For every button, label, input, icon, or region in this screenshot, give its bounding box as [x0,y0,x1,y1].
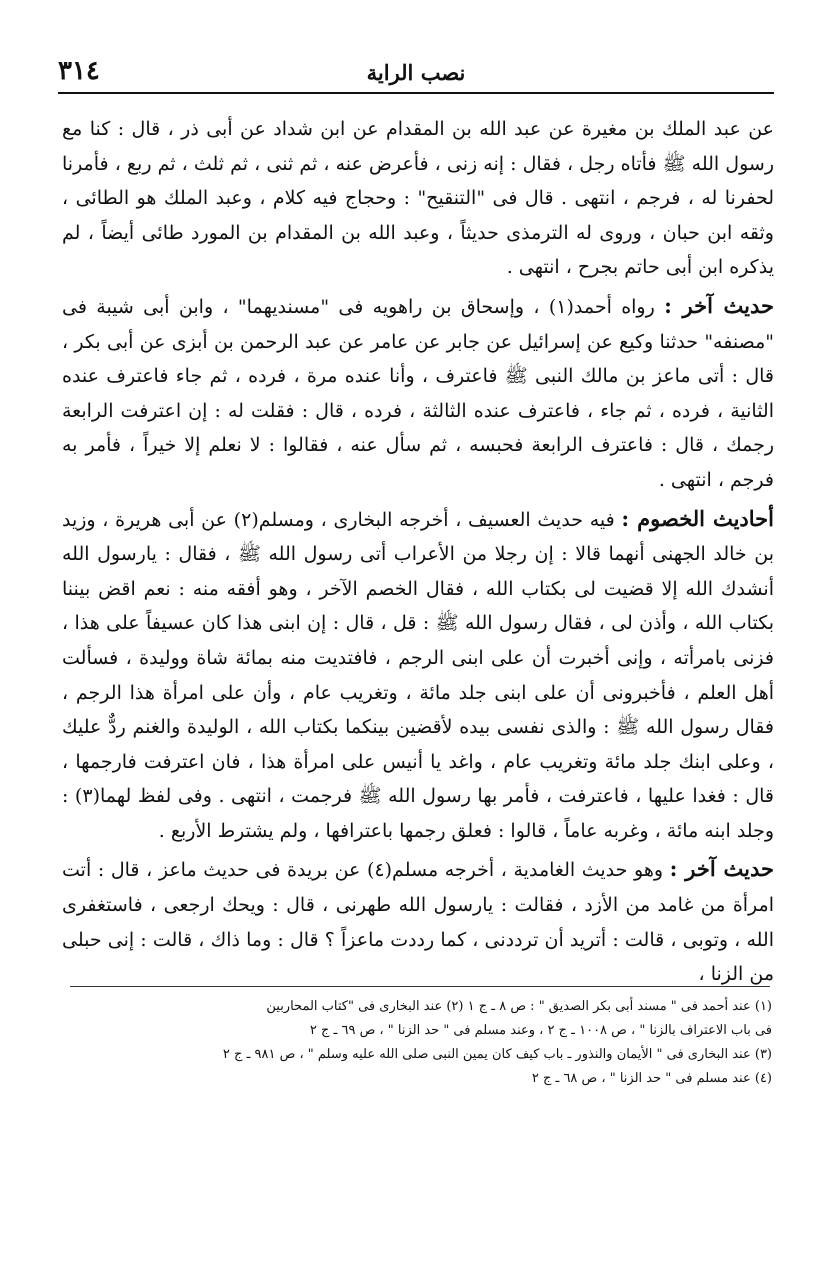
paragraph-text: وهو حديث الغامدية ، أخرجه مسلم(٤) عن بريدة فى حديث ماعز ، قال : أتت امرأة من غامد من الأزد ، فقالت : يارسول الله طهرنى ، قال : ويحك ارجعى ، فاستغفرى الله ، وتوبى ، قالت : أتريد أن ترددنى ، كما رددت ماعزاً ؟ قال : وما ذاك ، قالت : إنى حبلى من الزنا ، [62,859,774,986]
main-text [62,112,774,996]
paragraph-text: رواه أحمد(١) ، وإسحاق بن راهويه فى "مسنديهما" ، وابن أبى شيبة فى "مصنفه" حدثنا وكيع عن إسرائيل عن جابر عن عامر عن عبد الرحمن بن أبزى عن أبى بكر ، قال : أتى ماعز بن مالك النبى ﷺ فاعترف ، وأنا عنده مرة ، فرده ، ثم جاء فاعترف عنده الثانية ، فرده ، ثم جاء ، فاعترف عنده الثالثة ، فرده ، قال : فقلت له : إن اعترفت الرابعة رجمك ، قال : فاعترف الرابعة فحبسه ، ثم سأل عنه ، فقالوا : لا نعلم إلا خيراً ، فأمر به فرجم ، انتهى . [62,295,774,491]
paragraph-4 [62,852,774,991]
footnotes [66,995,772,1091]
page-header [58,52,774,94]
paragraph-2 [62,289,774,498]
footnote-line: فى باب الاعتراف بالزنا " ، ص ١٠٠٨ ـ ج ٢ ، وعند مسلم فى " حد الزنا " ، ص ٦٩ ـ ج ٢ [309,1023,772,1038]
section-lead: أحاديث الخصوم : [621,505,774,531]
running-title: نصب الراية [366,60,466,85]
section-lead: حديث آخر : [669,856,774,882]
footnote-line: (٣) عند البخارى فى " الأيمان والنذور ـ باب كيف كان يمين النبى صلى الله عليه وسلم " ، ص ٩٨١ ـ ج ٢ [222,1047,772,1062]
footnote-line: (١) عند أحمد فى " مسند أبى بكر الصديق " : ص ٨ ـ ج ١ (٢) عند البخارى فى "كتاب المحاربين [266,999,772,1014]
paragraph-text: فيه حديث العسيف ، أخرجه البخارى ، ومسلم(٢) عن أبى هريرة ، وزيد بن خالد الجهنى أنهما قالا : إن رجلا من الأعراب أتى رسول الله ﷺ ، فقال : يارسول الله أنشدك الله إلا قضيت لى بكتاب الله ، فقال الخصم الآخر ، وهو أفقه منه : نعم اقض بيننا بكتاب الله ، وأذن لى ، فقال رسول الله ﷺ : قل ، قال : إن ابنى هذا كان عسيفاً على هذا ، فزنى بامرأته ، وإنى أخبرت أن على ابنى الرجم ، فافتديت منه بمائة شاة ووليدة ، فسألت أهل العلم ، فأخبرونى أن على ابنى جلد مائة ، وتغريب عام ، وأن على امرأة هذا الرجم ، فقال رسول الله ﷺ : والذى نفسى بيده لأقضين بينكما بكتاب الله ، الوليدة والغنم ردٌّ عليك ، وعلى ابنك جلد مائة وتغريب عام ، واغد يا أنيس على امرأة هذا ، فان اعترفت فارجمها ، قال : فغدا عليها ، فاعترفت ، فأمر بها رسول الله ﷺ فرجمت ، انتهى . وفى لفظ لهما(٣) : وجلد ابنه مائة ، وغربه عاماً ، قالوا : فعلق رجمها باعترافها ، ولم يشترط الأربع . [62,508,774,842]
footnote-divider [70,986,770,987]
footnote-line: (٤) عند مسلم فى " حد الزنا " ، ص ٦٨ ـ ج ٢ [531,1071,772,1086]
page-number: ٣١٤ [58,56,100,86]
paragraph-3 [62,502,774,849]
section-lead: حديث آخر : [664,292,774,318]
paragraph-1: عن عبد الملك بن مغيرة عن عبد الله بن المقدام عن ابن شداد عن أبى ذر ، قال : كنا مع رسول الله ﷺ فأتاه رجل ، فقال : إنه زنى ، فأعرض عنه ، ثم ثنى ، ثم ثلث ، ثم ربع ، فأمرنا لحفرنا له ، فرجم ، انتهى . قال فى "التنقيح" : وحجاج فيه كلام ، وعبد الملك هو الطائى ، وثقه ابن حبان ، وروى له الترمذى حديثاً ، وعبد الله بن المقدام بن المورد طائى أيضاً ، لم يذكره ابن أبى حاتم بجرح ، انتهى . [62,118,774,279]
